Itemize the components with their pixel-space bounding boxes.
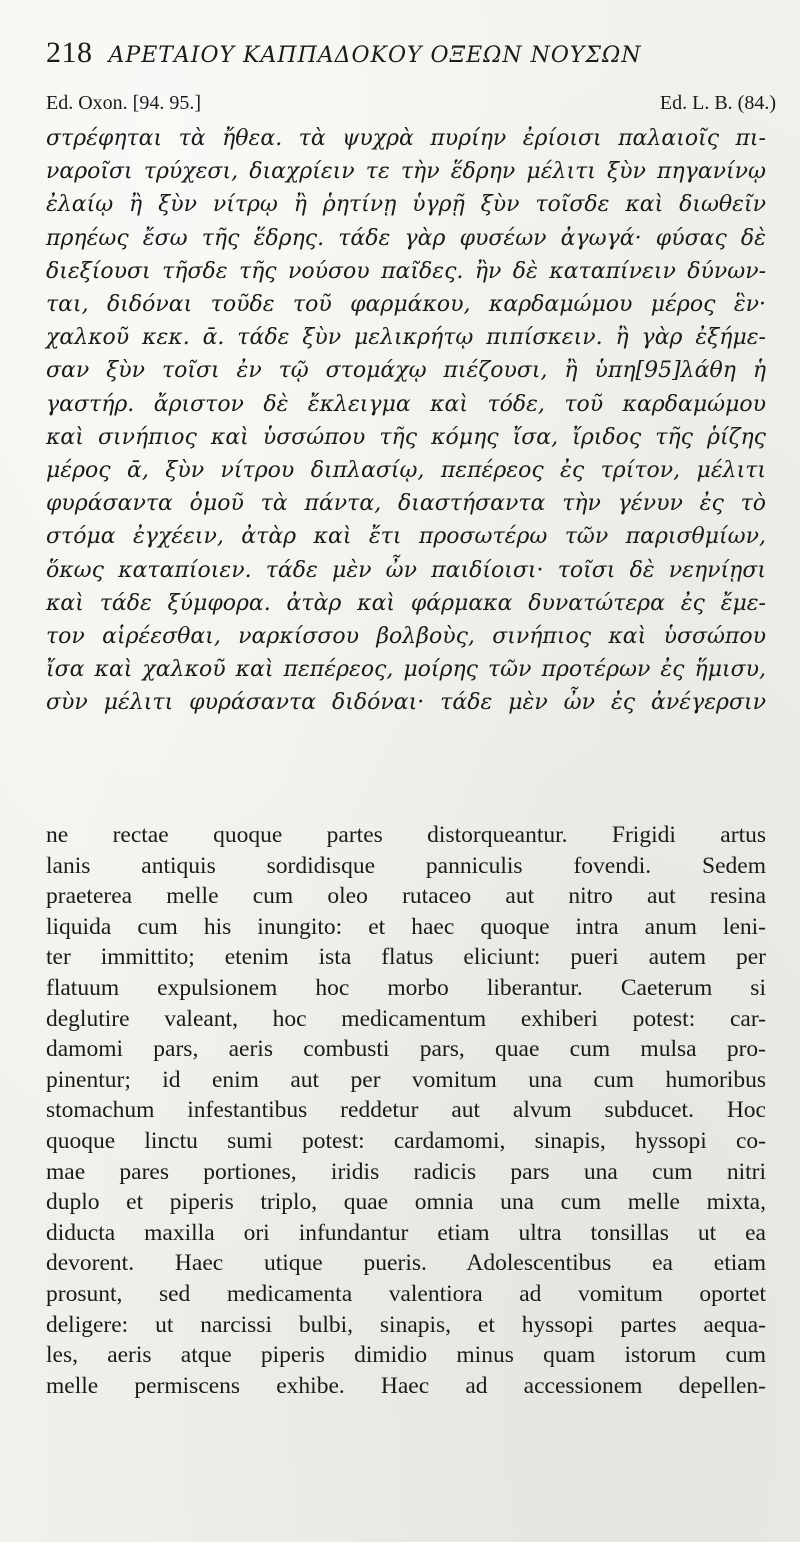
greek-text-line: ὅκως καταπίοιεν. τάδε μὲν ὦν παιδίοισι· τοῖσι δὲ νεηνίῃσι bbox=[46, 557, 766, 583]
greek-text-line: γαστήρ. ἄριστον δὲ ἔκλειγμα καὶ τόδε, τοῦ καρδαμώμου bbox=[46, 391, 766, 417]
page-number: 218 bbox=[46, 36, 93, 69]
running-title: ΑΡΕΤΑΙΟΥ ΚΑΠΠΑΔΟΚΟΥ ΟΞΕΩΝ ΝΟΥΣΩΝ bbox=[108, 43, 642, 68]
edition-reference-right: Ed. L. B. (84.) bbox=[659, 92, 776, 114]
greek-text-line: στόμα ἐγχέειν, ἀτὰρ καὶ ἔτι προσωτέρω τῶν παρισθμίων, bbox=[46, 524, 766, 550]
latin-text-line: damomi pars, aeris combusti pars, quae cum mulsa pro- bbox=[46, 1036, 766, 1063]
greek-text-line: ἴσα καὶ χαλκοῦ καὶ πεπέρεος, μοίρης τῶν προτέρων ἐς ἥμισυ, bbox=[46, 657, 766, 683]
latin-text-line: deligere: ut narcissi bulbi, sinapis, et hyssopi partes aequa- bbox=[46, 1311, 766, 1338]
edition-reference-line bbox=[46, 92, 776, 115]
edition-reference-left: Ed. Oxon. [94. 95.] bbox=[46, 92, 201, 114]
greek-text-line: διεξίουσι τῆσδε τῆς νούσου παῖδες. ἢν δὲ καταπίνειν δύνων- bbox=[46, 258, 766, 284]
greek-text-line: μέρος ᾱ, ξὺν νίτρου διπλασίῳ, πεπέρεος ἐς τρίτον, μέλιτι bbox=[46, 458, 766, 484]
greek-text-block bbox=[46, 122, 766, 720]
latin-text-line: melle permiscens exhibe. Haec ad accessionem depellen- bbox=[46, 1372, 766, 1399]
latin-text-line: prosunt, sed medicamenta valentiora ad vomitum oportet bbox=[46, 1280, 766, 1307]
latin-text-line: liquida cum his inungito: et haec quoque intra anum leni- bbox=[46, 913, 766, 940]
latin-text-line: ter immittito; etenim ista flatus eliciunt: pueri autem per bbox=[46, 944, 766, 971]
latin-text-line: duplo et piperis triplo, quae omnia una cum melle mixta, bbox=[46, 1189, 766, 1216]
greek-text-line: καὶ σινήπιος καὶ ὑσσώπου τῆς κόμης ἴσα, ἴριδος τῆς ῥίζης bbox=[46, 424, 766, 450]
latin-text-line: mae pares portiones, iridis radicis pars una cum nitri bbox=[46, 1158, 766, 1185]
latin-text-line: deglutire valeant, hoc medicamentum exhiberi potest: car- bbox=[46, 1005, 766, 1032]
latin-text-line: quoque linctu sumi potest: cardamomi, sinapis, hyssopi co- bbox=[46, 1127, 766, 1154]
greek-text-line: πρηέως ἔσω τῆς ἕδρης. τάδε γὰρ φυσέων ἀγωγά· φύσας δὲ bbox=[46, 225, 766, 251]
latin-text-line: devorent. Haec utique pueris. Adolescentibus ea etiam bbox=[46, 1250, 766, 1277]
greek-text-line: τον αἱρέεσθαι, ναρκίσσου βολβοὺς, σινήπιος καὶ ὑσσώπου bbox=[46, 624, 766, 650]
greek-text-line: ναροῖσι τρύχεσι, διαχρίειν τε τὴν ἕδρην μέλιτι ξὺν πηγανίνῳ bbox=[46, 159, 766, 185]
latin-text-line: diducta maxilla ori infundantur etiam ultra tonsillas ut ea bbox=[46, 1219, 766, 1246]
latin-text-line: les, aeris atque piperis dimidio minus quam istorum cum bbox=[46, 1342, 766, 1369]
greek-text-line: ἐλαίῳ ἢ ξὺν νίτρῳ ἢ ῥητίνῃ ὑγρῇ ξὺν τοῖσδε καὶ διωθεῖν bbox=[46, 192, 766, 218]
greek-text-line: σαν ξὺν τοῖσι ἐν τῷ στομάχῳ πιέζουσι, ἢ ὑπη[95]λάθη ἡ bbox=[46, 358, 766, 384]
latin-text-line: flatuum expulsionem hoc morbo liberantur. Caeterum si bbox=[46, 974, 766, 1001]
greek-text-line: ται, διδόναι τοῦδε τοῦ φαρμάκου, καρδαμώμου μέρος ἓν· bbox=[46, 292, 766, 318]
greek-text-line: φυράσαντα ὁμοῦ τὰ πάντα, διαστήσαντα τὴν γένυν ἐς τὸ bbox=[46, 491, 766, 517]
running-head bbox=[46, 36, 766, 80]
latin-text-line: lanis antiquis sordidisque panniculis fovendi. Sedem bbox=[46, 852, 766, 879]
greek-text-line: καὶ τάδε ξύμφορα. ἀτὰρ καὶ φάρμακα δυνατώτερα ἐς ἔμε- bbox=[46, 590, 766, 616]
latin-text-line: ne rectae quoque partes distorqueantur. Frigidi artus bbox=[46, 822, 766, 848]
greek-text-line: χαλκοῦ κεκ. ᾱ. τάδε ξὺν μελικρήτῳ πιπίσκειν. ἢ γὰρ ἐξήμε- bbox=[46, 325, 766, 351]
greek-text-line: σὺν μέλιτι φυράσαντα διδόναι· τάδε μὲν ὦν ἐς ἀνέγερσιν bbox=[46, 690, 766, 716]
latin-text-line: praeterea melle cum oleo rutaceo aut nitro aut resina bbox=[46, 883, 766, 910]
latin-text-line: stomachum infestantibus reddetur aut alvum subducet. Hoc bbox=[46, 1097, 766, 1124]
latin-text-block bbox=[46, 820, 766, 1401]
latin-text-line: pinentur; id enim aut per vomitum una cum humoribus bbox=[46, 1066, 766, 1093]
greek-text-line: στρέφηται τὰ ἤθεα. τὰ ψυχρὰ πυρίην ἐρίοισι παλαιοῖς πι- bbox=[46, 126, 766, 151]
